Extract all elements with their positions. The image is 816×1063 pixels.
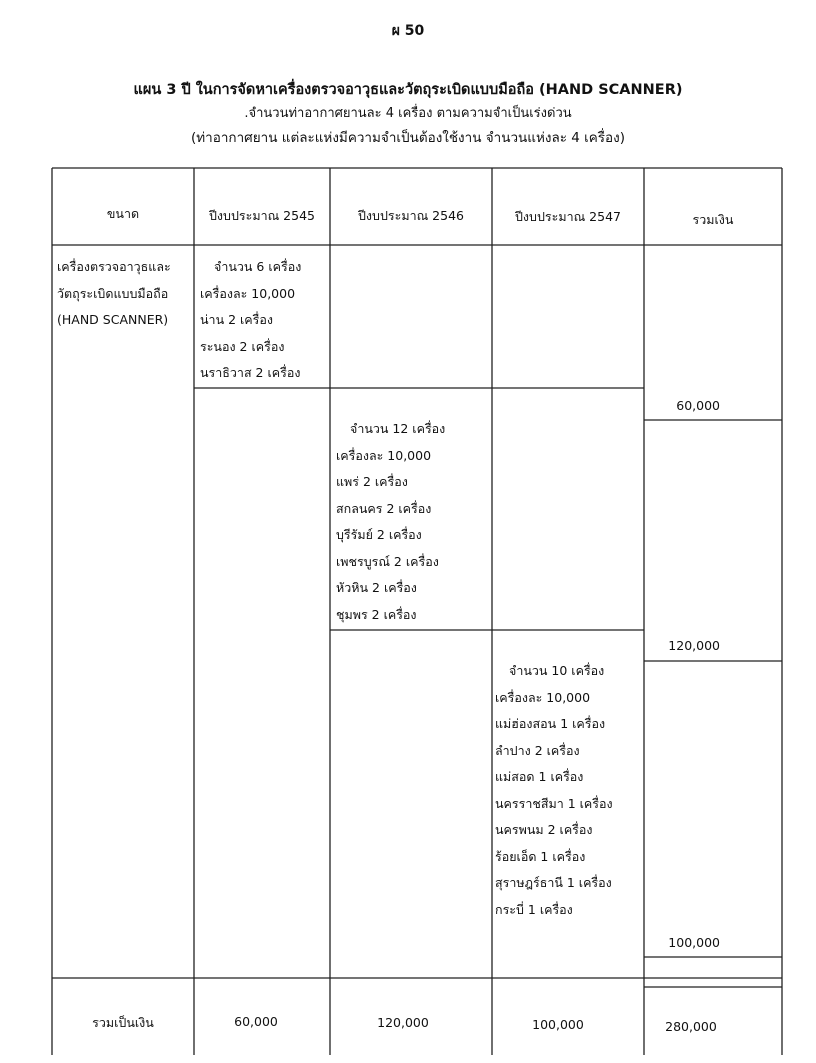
item-description <box>57 254 171 334</box>
detail-line: เครื่องละ 10,000 <box>495 689 591 705</box>
detail-line: เพชรบูรณ์ 2 เครื่อง <box>336 553 439 569</box>
detail-line: สุราษฎร์ธานี 1 เครื่อง <box>495 875 612 890</box>
year-2547-details <box>495 658 613 923</box>
total-2547: 100,000 <box>532 1017 584 1032</box>
page-number: ผ 50 <box>391 23 425 39</box>
sum-amount-2546: 120,000 <box>668 638 720 653</box>
header-year-2547: ปีงบประมาณ 2547 <box>515 209 621 224</box>
header-sum: รวมเงิน <box>692 212 734 227</box>
total-2545: 60,000 <box>234 1014 278 1029</box>
detail-line: แม่ฮ่องสอน 1 เครื่อง <box>495 716 606 731</box>
detail-line: นครราชสีมา 1 เครื่อง <box>495 795 613 811</box>
detail-line: หัวหิน 2 เครื่อง <box>336 580 417 595</box>
detail-line: ร้อยเอ็ด 1 เครื่อง <box>495 848 586 864</box>
year-2546-details <box>336 416 445 628</box>
detail-line: บุรีรัมย์ 2 เครื่อง <box>336 527 422 542</box>
document-subtitle: .จำนวนท่าอากาศยานละ 4 เครื่อง ตามความจำเป็นเร่งด่วน <box>244 106 572 121</box>
detail-line: เครื่องละ 10,000 <box>200 285 296 301</box>
sum-amount-2545: 60,000 <box>676 398 720 413</box>
item-line: เครื่องตรวจอาวุธและ <box>57 259 171 274</box>
detail-line: แม่สอด 1 เครื่อง <box>495 769 584 784</box>
detail-line: เครื่องละ 10,000 <box>336 447 432 463</box>
detail-line: ลำปาง 2 เครื่อง <box>495 742 580 758</box>
detail-line: นครพนม 2 เครื่อง <box>495 822 593 837</box>
total-sum: 280,000 <box>665 1019 717 1034</box>
detail-line: น่าน 2 เครื่อง <box>200 312 273 327</box>
item-line: (HAND SCANNER) <box>57 312 169 327</box>
year-2545-details <box>200 254 301 387</box>
total-2546: 120,000 <box>377 1015 429 1030</box>
detail-line: สกลนคร 2 เครื่อง <box>336 500 432 516</box>
detail-line: จำนวน 10 เครื่อง <box>509 663 605 678</box>
detail-line: นราธิวาส 2 เครื่อง <box>200 365 301 380</box>
detail-line: ระนอง 2 เครื่อง <box>200 338 285 354</box>
document-note: (ท่าอากาศยาน แต่ละแห่งมีความจำเป็นต้องใช้งาน จำนวนแห่งละ 4 เครื่อง) <box>190 130 626 146</box>
detail-line: จำนวน 6 เครื่อง <box>214 259 302 274</box>
total-label: รวมเป็นเงิน <box>92 1015 154 1030</box>
header-year-2546: ปีงบประมาณ 2546 <box>358 208 464 223</box>
header-item: ขนาด <box>106 206 140 221</box>
detail-line: กระบี่ 1 เครื่อง <box>495 901 573 917</box>
detail-line: จำนวน 12 เครื่อง <box>350 421 446 436</box>
sum-amount-2547: 100,000 <box>668 935 720 950</box>
detail-line: แพร่ 2 เครื่อง <box>336 474 408 489</box>
header-year-2545: ปีงบประมาณ 2545 <box>209 208 315 223</box>
item-line: วัตถุระเบิดแบบมือถือ <box>57 285 169 301</box>
document-title: แผน 3 ปี ในการจัดหาเครื่องตรวจอาวุธและวัตถุระเบิดแบบมือถือ (HAND SCANNER) <box>133 82 683 98</box>
detail-line: ชุมพร 2 เครื่อง <box>336 606 417 622</box>
